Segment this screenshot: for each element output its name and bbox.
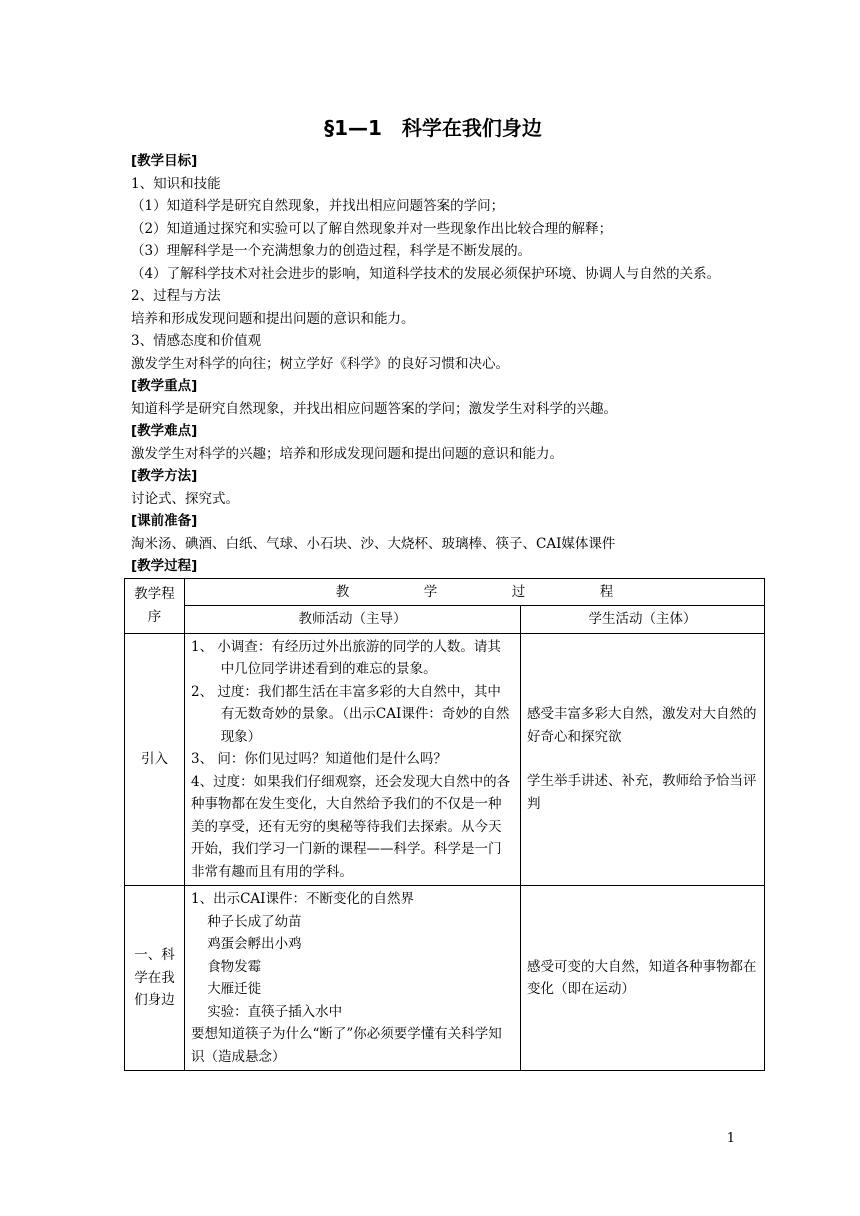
teacher-line: 实验：直筷子插入水中 (207, 1003, 343, 1020)
difficulty-text: 激发学生对科学的兴趣；培养和形成发现问题和提出问题的意识和能力。 (131, 445, 563, 462)
prep-heading: [课前准备] (131, 513, 198, 529)
goal1-item: （1）知道科学是研究自然现象，并找出相应问题答案的学问； (131, 198, 505, 214)
goal2-text: 培养和形成发现问题和提出问题的意识和能力。 (131, 310, 415, 327)
col-header-teacher: 教师活动（主导） (185, 606, 521, 634)
student-cell (521, 633, 765, 886)
teacher-line: 3、 问：你们见过吗？知道他们是什么吗？ (191, 751, 447, 767)
col-header-student: 学生活动（主体） (521, 606, 765, 634)
goals-heading: [教学目标] (131, 153, 198, 169)
teacher-cell (185, 633, 521, 886)
student-line: 学生举手讲述、补充，教师给予恰当评判 (527, 773, 757, 812)
document-page (131, 110, 757, 1071)
student-line: 感受丰富多彩大自然，激发对大自然的好奇心和探究欲 (527, 706, 757, 745)
process-header-char: 学 (423, 583, 438, 600)
goal3-text: 激发学生对科学的向往；树立学好《科学》的良好习惯和决心。 (131, 355, 509, 372)
difficulty-heading: [教学难点] (131, 423, 198, 439)
method-heading: [教学方法] (131, 468, 198, 484)
teacher-line: 种子长成了幼苗 (207, 913, 302, 930)
teacher-line: 食物发霉 (207, 958, 262, 975)
process-header-char: 过 (511, 583, 526, 600)
process-header-char: 教 (335, 583, 350, 600)
col-header-stage: 教学程序 (125, 578, 185, 633)
table-row (125, 886, 765, 1071)
teacher-line: 1、出示CAI课件：不断变化的自然界 (191, 891, 415, 907)
process-heading: [教学过程] (131, 558, 198, 574)
prep-text: 淘米汤、碘酒、白纸、气球、小石块、沙、大烧杯、玻璃棒、筷子、CAI媒体课件 (131, 535, 616, 552)
teacher-cell (185, 886, 521, 1071)
col-header-process (185, 578, 765, 606)
goal1-item: （3）理解科学是一个充满想象力的创造过程，科学是不断发展的。 (131, 243, 532, 259)
student-line: 感受可变的大自然，知道各种事物都在变化（即在运动） (527, 958, 757, 997)
goal2-title: 2、过程与方法 (131, 288, 221, 304)
process-table (124, 578, 765, 1072)
goal3-title: 3、情感态度和价值观 (131, 333, 262, 349)
teacher-line: 2、 过度：我们都生活在丰富多彩的大自然中，其中有无数奇妙的景象。（出示CAI课件：奇妙的自然现象） (191, 683, 510, 745)
goal1-item: （2）知道通过探究和实验可以了解自然现象并对一些现象作出比较合理的解释； (131, 220, 613, 237)
teacher-line: 4、过度：如果我们仔细观察，还会发现大自然中的各种事物都在发生变化，大自然给予我们的不仅是一种美的享受，还有无穷的奥秘等待我们去探索。从今天开始，我们学习一门新的课程——科学。科学是一门非常有趣而且有用的学科。 (191, 773, 511, 880)
table-row (125, 633, 765, 886)
teacher-line: 1、 小调查：有经历过外出旅游的同学的人数。请其中几位同学讲述看到的难忘的景象。 (191, 638, 501, 677)
key-text: 知道科学是研究自然现象，并找出相应问题答案的学问；激发学生对科学的兴趣。 (131, 400, 617, 417)
page-number: 1 (726, 1131, 735, 1146)
key-heading: [教学重点] (131, 378, 198, 394)
teacher-line: 鸡蛋会孵出小鸡 (207, 936, 302, 952)
goal1-title: 1、知识和技能 (131, 175, 221, 192)
teacher-line: 大雁迁徙 (207, 981, 262, 997)
student-cell (521, 886, 765, 1071)
method-text: 讨论式、探究式。 (131, 490, 239, 507)
stage-cell: 一、科学在我们身边 (125, 886, 185, 1071)
page-title: §1—1 科学在我们身边 (324, 116, 542, 140)
stage-cell: 引入 (125, 633, 185, 886)
teacher-line: 要想知道筷子为什么“断了”你必须要学懂有关科学知识（造成悬念） (191, 1026, 502, 1065)
process-header-char: 程 (599, 583, 614, 600)
goal1-item: （4）了解科学技术对社会进步的影响，知道科学技术的发展必须保护环境、协调人与自然的关系。 (131, 265, 721, 282)
